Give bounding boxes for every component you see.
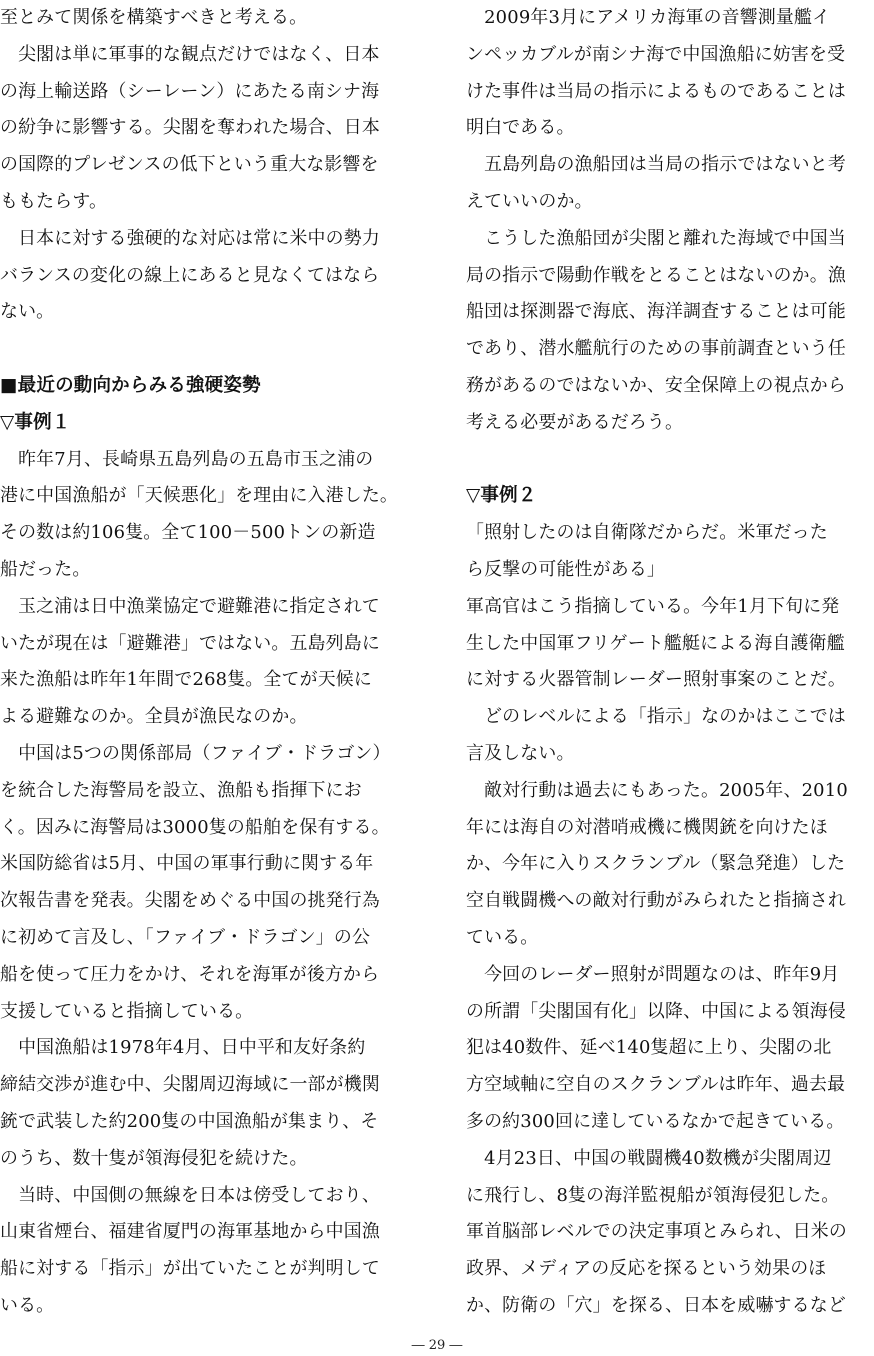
text-line: に対する火器管制レーダー照射事案のことだ。 xyxy=(466,669,846,691)
text-line: 軍高官はこう指摘している。今年1月下旬に発 xyxy=(466,595,840,617)
text-line: 今回のレーダー照射が問題なのは、昨年9月 xyxy=(466,963,840,985)
text-line: 政界、メディアの反応を探るという効果のほ xyxy=(466,1258,827,1280)
text-line: 来た漁船は昨年1年間で268隻。全てが天候に xyxy=(0,669,372,691)
text-line: であり、潜水艦航行のための事前調査という任 xyxy=(466,338,846,360)
text-line: いたが現在は「避難港」ではない。五島列島に xyxy=(0,632,380,654)
text-line: ももたらす。 xyxy=(0,190,108,212)
text-line: か、防衛の「穴」を探る、日本を威嚇するなど xyxy=(466,1294,846,1316)
text-line: どのレベルによる「指示」なのかはここでは xyxy=(466,706,846,728)
text-line: 明白である。 xyxy=(466,117,575,139)
text-line: 務があるのではないか、安全保障上の視点から xyxy=(466,374,846,396)
text-line: よる避難なのか。全員が漁民なのか。 xyxy=(0,706,308,728)
text-line: 言及しない。 xyxy=(466,742,575,764)
text-line: バランスの変化の線上にあると見なくてはなら xyxy=(0,264,380,286)
text-line: その数は約106隻。全て100－500トンの新造 xyxy=(0,522,376,544)
text-line: 当時、中国側の無線を日本は傍受しており、 xyxy=(0,1184,380,1206)
text-line: いる。 xyxy=(0,1294,55,1316)
text-line: か、今年に入りスクランブル（緊急発進）した xyxy=(466,853,846,875)
text-line: 空自戦闘機への敵対行動がみられたと指摘され xyxy=(466,890,846,912)
paragraph-gap xyxy=(466,442,874,479)
text-line: 尖閣は単に軍事的な観点だけではなく、日本 xyxy=(0,43,380,65)
text-line: 支援していると指摘している。 xyxy=(0,1000,254,1022)
text-line: 昨年7月、長崎県五島列島の五島市玉之浦の xyxy=(0,448,374,470)
text-line: 2009年3月にアメリカ海軍の音響測量艦イ xyxy=(466,7,831,28)
text-line: 4月23日、中国の戦闘機40数機が尖閣周辺 xyxy=(466,1147,832,1169)
right-column xyxy=(466,0,874,1325)
text-line: 「照射したのは自衛隊だからだ。米軍だった xyxy=(466,522,828,544)
section-heading: ■最近の動向からみる強硬姿勢 xyxy=(0,374,261,396)
text-line: ている。 xyxy=(466,926,539,948)
text-line: 船に対する「指示」が出ていたことが判明して xyxy=(0,1258,380,1280)
text-line: の海上輸送路（シーレーン）にあたる南シナ海 xyxy=(0,80,380,102)
left-column xyxy=(0,0,408,1325)
text-line: 船を使って圧力をかけ、それを海軍が後方から xyxy=(0,963,380,985)
text-line: けた事件は当局の指示によるものであることは xyxy=(466,80,846,102)
text-line: を統合した海警局を設立、漁船も指揮下にお xyxy=(0,779,362,801)
text-line: 多の約300回に達しているなかで起きている。 xyxy=(466,1110,845,1132)
text-line: に飛行し、8隻の海洋監視船が領海侵犯した。 xyxy=(466,1184,840,1206)
text-line: に初めて言及し、「ファイブ・ドラゴン」の公 xyxy=(0,926,371,948)
text-line: 考える必要があるだろう。 xyxy=(466,411,684,433)
text-line: 中国漁船は1978年4月、日中平和友好条約 xyxy=(0,1037,366,1059)
text-line: 敵対行動は過去にもあった。2005年、2010 xyxy=(466,779,848,801)
text-line: 締結交渉が進む中、尖閣周辺海域に一部が機関 xyxy=(0,1074,380,1096)
text-line: えていいのか。 xyxy=(466,190,593,212)
text-line: 生した中国軍フリゲート艦艇による海自護衛艦 xyxy=(466,632,845,654)
text-line: の国際的プレゼンスの低下という重大な影響を xyxy=(0,154,379,176)
text-line: 局の指示で陽動作戦をとることはないのか。漁 xyxy=(466,264,846,286)
text-line: ない。 xyxy=(0,301,55,323)
text-line: 方空域軸に空自のスクランブルは昨年、過去最 xyxy=(466,1074,846,1096)
text-line: 米国防総省は5月、中国の軍事行動に関する年 xyxy=(0,853,374,875)
text-line: 山東省煙台、福建省厦門の海軍基地から中国漁 xyxy=(0,1221,380,1243)
text-line: の所謂「尖閣国有化」以降、中国による領海侵 xyxy=(466,1000,846,1022)
text-line: 中国は5つの関係部局（ファイブ・ドラゴン） xyxy=(0,742,391,764)
text-line: こうした漁船団が尖閣と離れた海域で中国当 xyxy=(466,227,846,249)
text-line: の紛争に影響する。尖閣を奪われた場合、日本 xyxy=(0,117,380,139)
text-line: 次報告書を発表。尖閣をめぐる中国の挑発行為 xyxy=(0,890,380,912)
text-line: 玉之浦は日中漁業協定で避難港に指定されて xyxy=(0,595,380,617)
text-line: 五島列島の漁船団は当局の指示ではないと考 xyxy=(466,154,846,176)
text-line: のうち、数十隻が領海侵犯を続けた。 xyxy=(0,1147,308,1169)
text-line: 船だった。 xyxy=(0,558,91,580)
text-line: 銃で武装した約200隻の中国漁船が集まり、そ xyxy=(0,1110,379,1132)
paragraph-gap xyxy=(0,331,408,368)
text-line: 港に中国漁船が「天候悪化」を理由に入港した。 xyxy=(0,485,398,507)
text-line: く。因みに海警局は3000隻の船舶を保有する。 xyxy=(0,816,390,838)
text-line: 船団は探測器で海底、海洋調査することは可能 xyxy=(466,301,846,323)
text-line: ら反撃の可能性がある」 xyxy=(466,558,665,580)
text-line: 日本に対する強硬的な対応は常に米中の勢力 xyxy=(0,227,380,249)
case-heading: ▽事例２ xyxy=(466,485,537,507)
text-line: 至とみて関係を構築すべきと考える。 xyxy=(0,7,308,28)
case-heading: ▽事例１ xyxy=(0,411,71,433)
text-line: ンペッカブルが南シナ海で中国漁船に妨害を受 xyxy=(466,43,846,65)
text-line: 軍首脳部レベルでの決定事項とみられ、日米の xyxy=(466,1221,847,1243)
page-number: ― 29 ― xyxy=(411,1338,463,1353)
text-line: 年には海自の対潜哨戒機に機関銃を向けたほ xyxy=(466,816,828,838)
text-line: 犯は40数件、延べ140隻超に上り、尖閣の北 xyxy=(466,1037,832,1059)
